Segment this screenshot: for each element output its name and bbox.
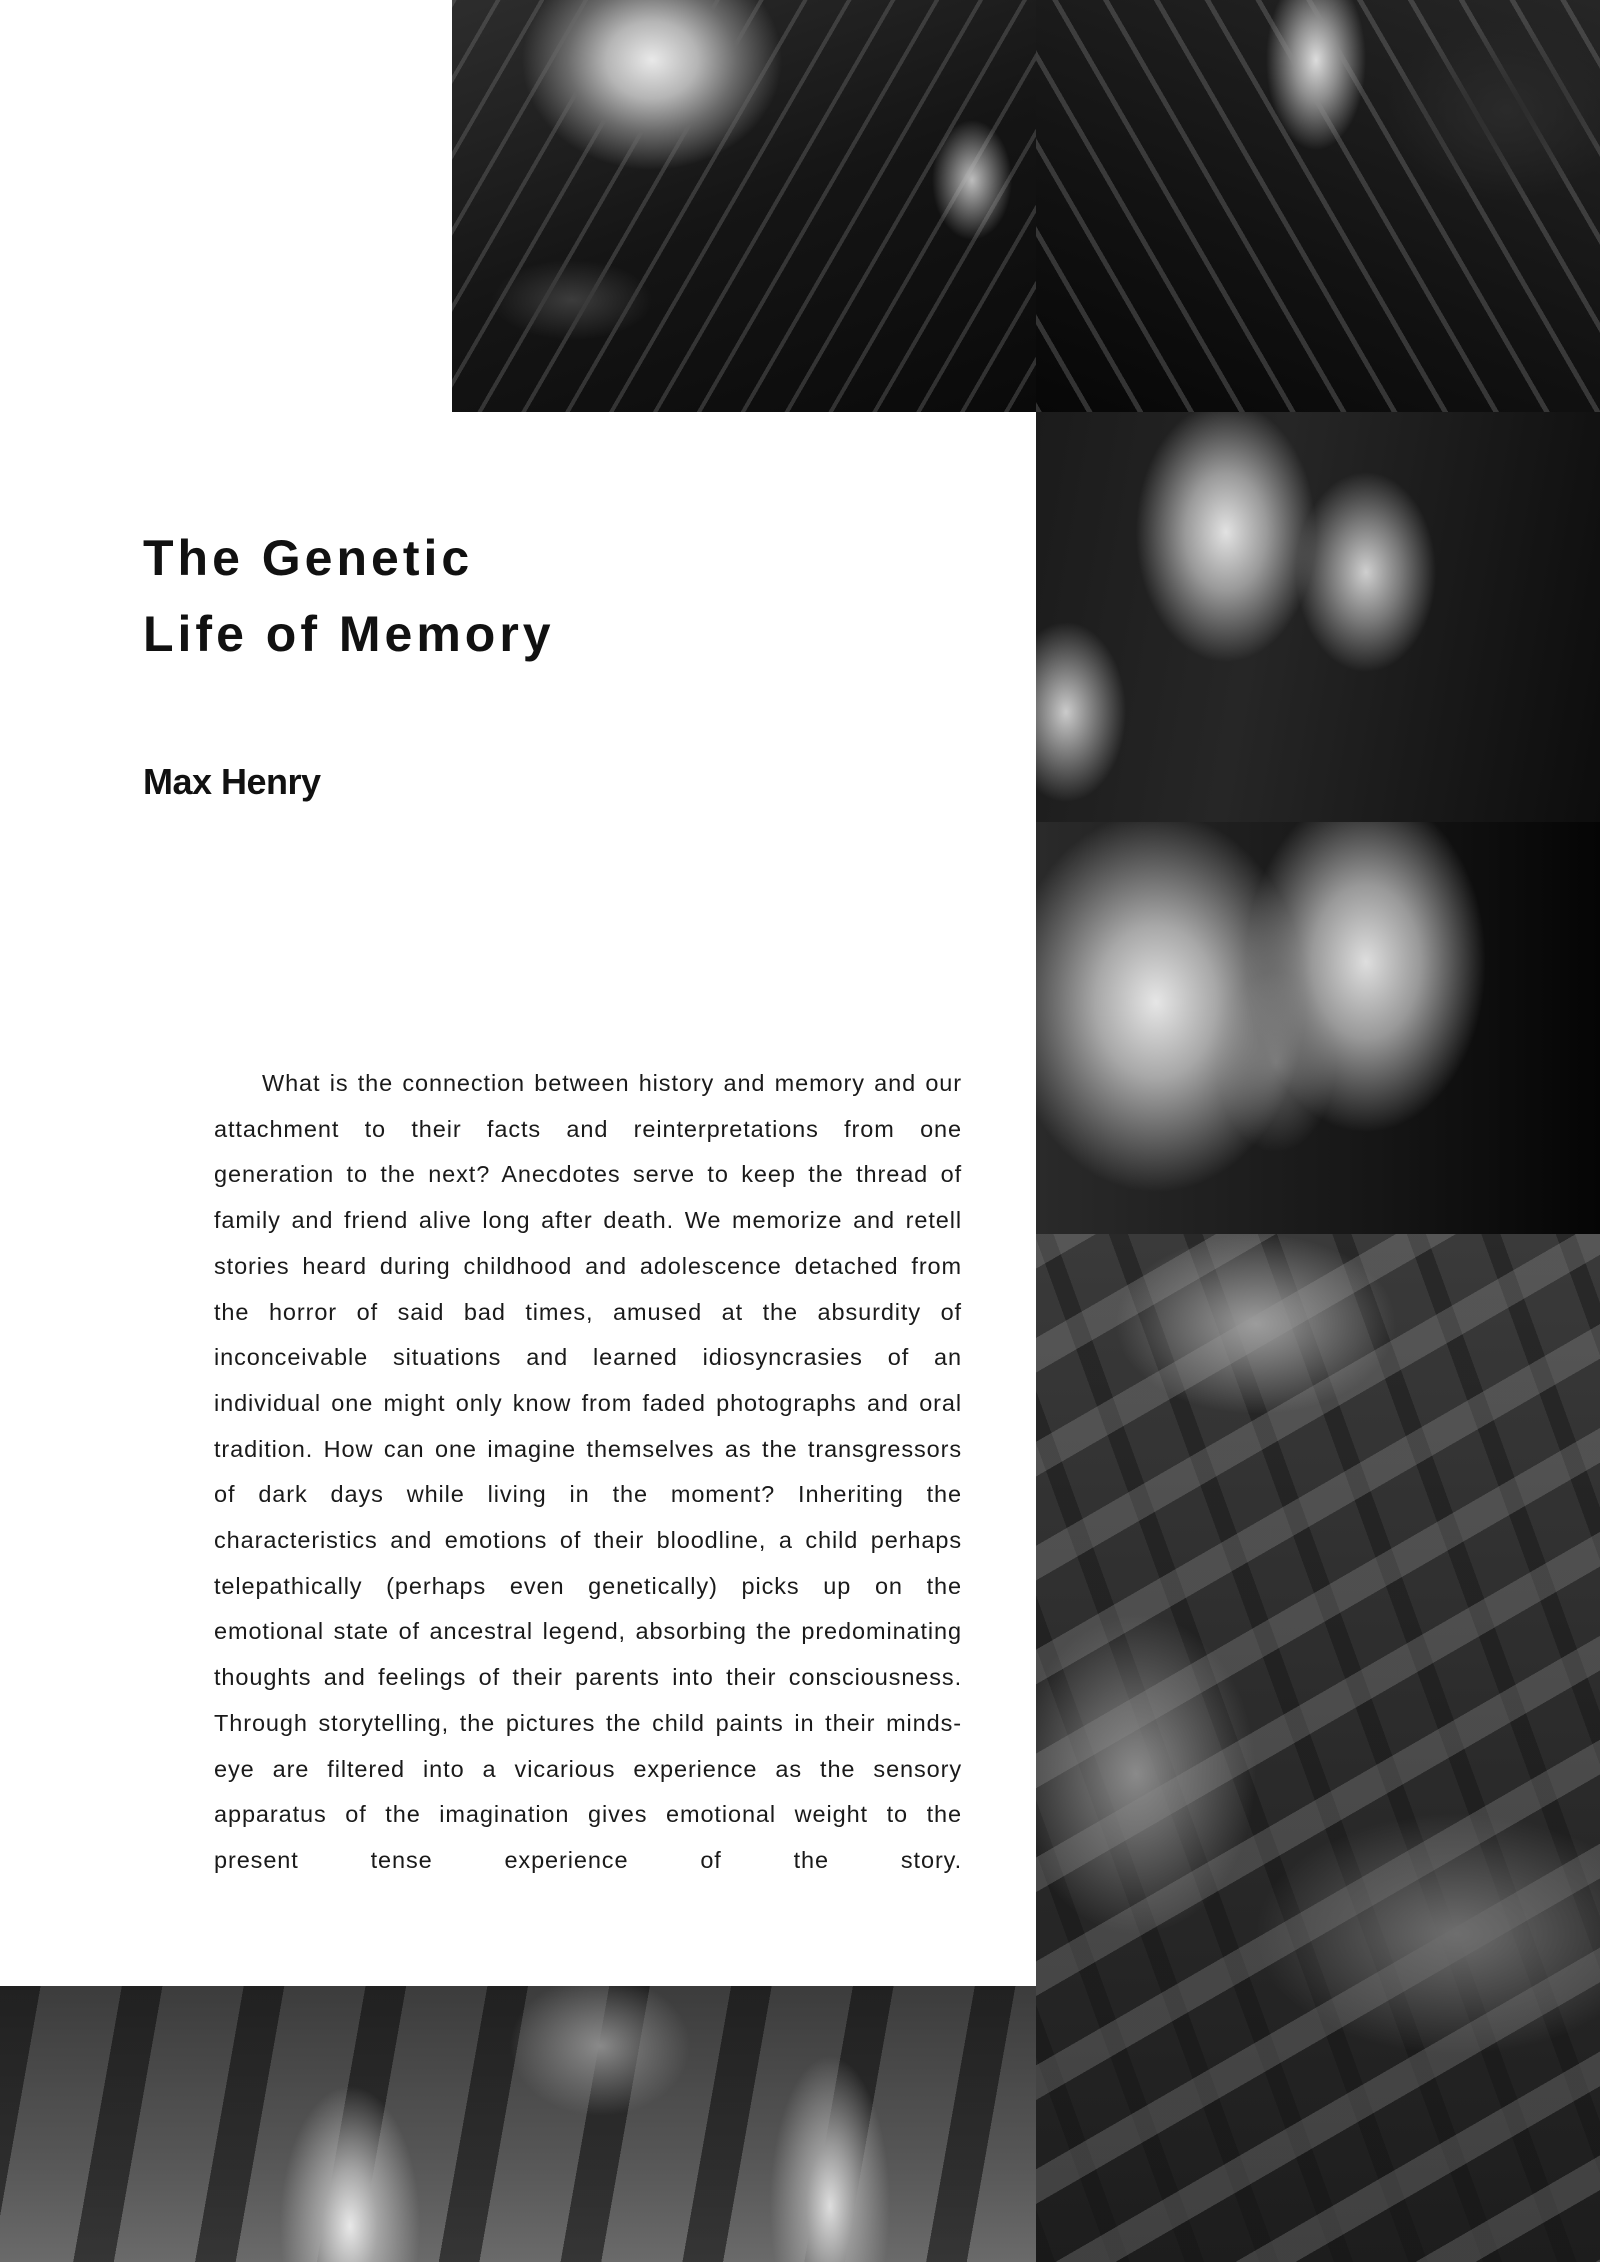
photo-blurred-sticks-bottom [0, 1986, 1036, 2262]
photo-hands-holding-sticks-1 [1036, 412, 1600, 822]
photo-blurred-sticks-right [1036, 1234, 1600, 2262]
photo-child-with-sticks [452, 0, 1036, 412]
article-title [143, 520, 555, 672]
photo-hands-holding-sticks-2 [1036, 822, 1600, 1234]
photo-hand-over-sticks [1036, 0, 1600, 412]
article-author: Max Henry [143, 761, 321, 802]
article-title-line-2: Life of Memory [143, 606, 555, 662]
article-title-line-1: The Genetic [143, 530, 474, 586]
article-body: What is the connection between history and memory and our attachment to their facts and reinterpretations from one generation to the next? Anecdotes serve to keep the thread of family and friend alive long after death. We memorize and retell stories heard during childhood and adolescence detached from the horror of said bad times, amused at the absurdity of inconceivable situations and learned idiosyncrasies of an individual one might only know from faded photographs and oral tradition. How can one imagine themselves as the transgressors of dark days while living in the moment? Inheriting the characteristics and emotions of their bloodline, a child perhaps telepathically (perhaps even genetically) picks up on the emotional state of ancestral legend, absorbing the predominating thoughts and feelings of their parents into their consciousness. Through storytelling, the pictures the child paints in their minds-eye are filtered into a vicarious experience as the sensory apparatus of the imagination gives emotional weight to the present tense experience of the story. [214, 1070, 962, 1873]
